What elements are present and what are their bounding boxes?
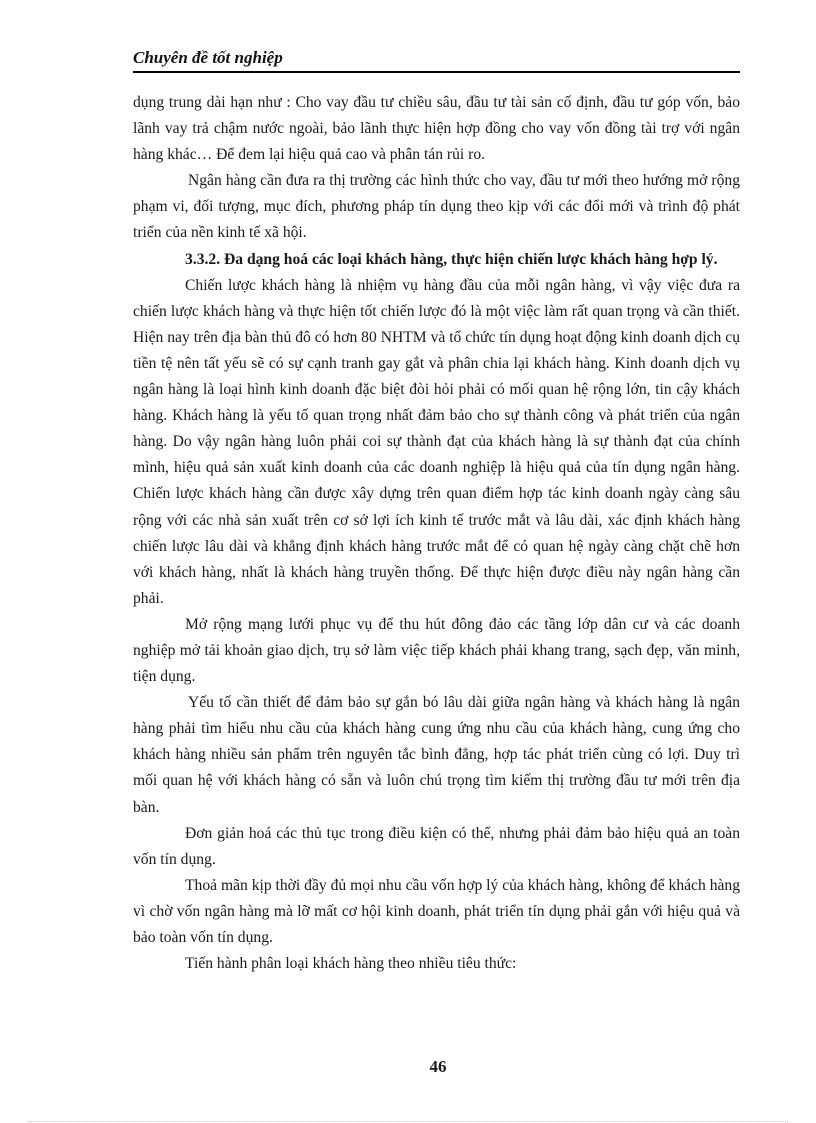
paragraph: Thoả mãn kịp thời đầy đủ mọi nhu cầu vốn hợp lý của khách hàng, không để khách hàng vì chờ vốn ngân hàng mà lỡ mất cơ hội kinh doanh, phát triển tín dụng phải gắn với hiệu quả và bảo toàn vốn tín dụng.	[133, 876, 740, 946]
paragraph: Ngân hàng cần đưa ra thị trường các hình thức cho vay, đầu tư mới theo hướng mở rộng phạm vi, đối tượng, mục đích, phương pháp tín dụng theo kịp với các đổi mới và trình độ phát triển của nền kinh tế xã hội.	[133, 172, 740, 242]
document-body	[133, 90, 740, 977]
paragraph: Tiến hành phân loại khách hàng theo nhiều tiêu thức:	[185, 955, 517, 973]
paragraph: Mở rộng mạng lưới phục vụ để thu hút đông đảo các tầng lớp dân cư và các doanh nghiệp mở tải khoản giao dịch, trụ sở làm việc tiếp khách phải khang trang, sạch đẹp, văn minh, tiện dụng.	[133, 615, 740, 686]
paragraph: Chiến lược khách hàng là nhiệm vụ hàng đầu của mỗi ngân hàng, vì vậy việc đưa ra chiến lược khách hàng và thực hiện tốt chiến lược đó là một việc làm rất quan trọng và cần thiết. Hiện nay trên địa bàn thủ đô có hơn 80 NHTM và tổ chức tín dụng hoạt động kinh doanh dịch cụ tiền tệ nên tất yếu sẽ có sự cạnh tranh gay gắt và phân chia lại khách hàng. Kinh doanh dịch vụ ngân hàng là loại hình kinh doanh đặc biệt đòi hỏi phải có mối quan hệ rộng lớn, tin cậy khách hàng. Khách hàng là yếu tố quan trọng nhất đảm bảo cho sự thành công và phát triển của ngân hàng. Do vậy ngân hàng luôn phải coi sự thành đạt của khách hàng là sự thành đạt của chính mình, hiệu quả sản xuất kinh doanh của các doanh nghiệp là hiệu quả của tín dụng ngân hàng. Chiến lược khách hàng cần được xây dựng trên quan điểm hợp tác kinh doanh ngày càng sâu rộng với các nhà sản xuất trên cơ sở lợi ích kinh tế trước mắt và lâu dài, xác định khách hàng chiến lược lâu dài và khẳng định khách hàng trước mắt để có quan hệ ngày càng chặt chẽ hơn với khách hàng, nhất là khách hàng truyền thống. Để thực hiện được điều này ngân hàng cần phải.	[133, 276, 740, 607]
paragraph: Đơn giản hoá các thủ tục trong điều kiện có thể, nhưng phải đảm bảo hiệu quả an toàn vốn tín dụng.	[133, 824, 740, 868]
page-bottom-divider	[28, 1121, 788, 1122]
page-number: 46	[429, 1057, 447, 1076]
paragraph: Yếu tố cần thiết để đảm bảo sự gắn bó lâu dài giữa ngân hàng và khách hàng là ngân hàng phải tìm hiểu nhu cầu của khách hàng cung ứng nhu cầu của khách hàng, cung ứng cho khách hàng nhiều sản phẩm trên nguyên tắc bình đẳng, hợp tác phát triển cùng có lợi. Duy trì mối quan hệ với khách hàng có sẵn và luôn chú trọng tìm kiếm thị trường đầu tư mới trên địa bàn.	[133, 694, 740, 816]
paragraph-continuation: dụng trung dài hạn như : Cho vay đầu tư chiều sâu, đầu tư tài sản cố định, đầu tư góp vốn, bảo lãnh vay trả chậm nước ngoài, bảo lãnh thực hiện hợp đồng cho vay vốn đồng tài trợ với ngân hàng khác… Để đem lại hiệu quả cao và phân tán rủi ro.	[133, 94, 740, 164]
page-header-title: Chuyên đề tốt nghiệp	[133, 48, 283, 67]
header-divider	[133, 71, 740, 73]
section-heading: 3.3.2. Đa dạng hoá các loại khách hàng, thực hiện chiến lược khách hàng hợp lý.	[185, 250, 718, 268]
